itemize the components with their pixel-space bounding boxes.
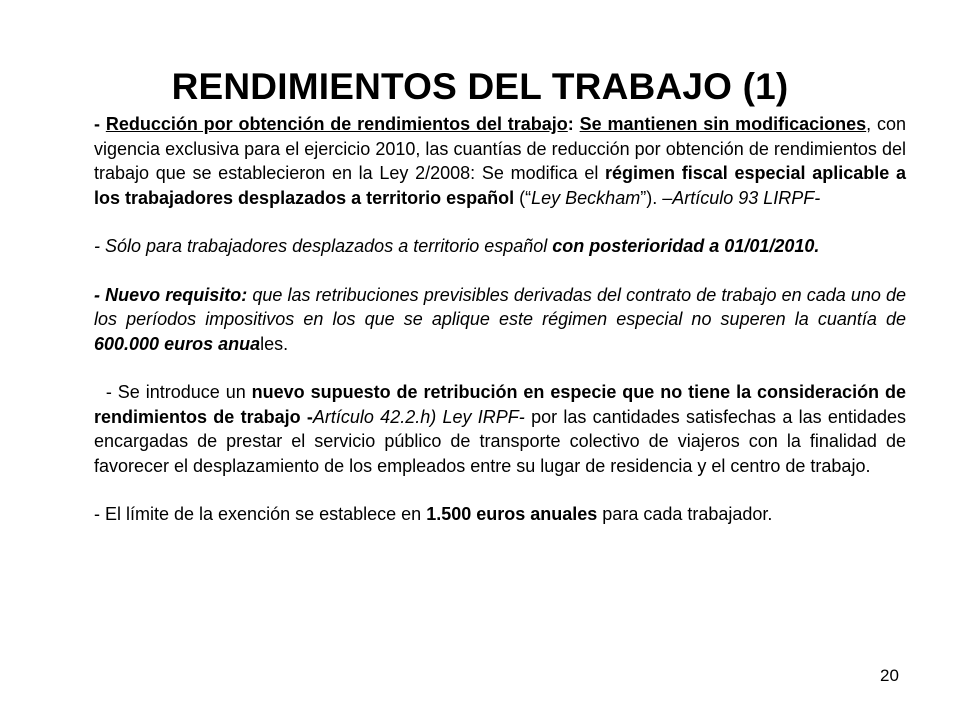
p1-text-1: , con vigencia exclusiva para el ejercicio 2010, las cuantías de reducción por obtención de rendimientos del trabajo que se establecieron en la Ley 2/2008: Se modifica el	[94, 114, 907, 183]
p3-cuantia: 600.000 euros anua	[94, 333, 261, 354]
p1-regimen-fiscal: régimen fiscal especial aplicable a los trabajadores desplazados a territorio español	[94, 163, 906, 208]
p1-text-2: (“	[514, 187, 532, 208]
p2-fecha: con posterioridad a 01/01/2010.	[552, 236, 820, 256]
p3-text-2: les.	[260, 333, 289, 354]
p4-text-1: - Se introduce un	[94, 382, 252, 402]
paragraph-reduccion-rendimientos	[94, 112, 906, 210]
paragraph-limite-exencion	[94, 502, 906, 527]
p1-articulo-reference: Artículo 93 LIRPF-	[672, 187, 821, 208]
p5-text-1: - El límite de la exención se establece en	[94, 504, 427, 524]
slide-title: RENDIMIENTOS DEL TRABAJO (1)	[171, 66, 789, 107]
p1-text-3: ”). –	[640, 187, 673, 208]
paragraph-retribucion-especie	[94, 380, 906, 478]
paragraph-nuevo-requisito	[94, 283, 906, 357]
p3-nuevo-requisito: - Nuevo requisito:	[94, 284, 248, 305]
p1-colon: :	[567, 114, 580, 134]
p4-nuevo-supuesto: nuevo supuesto de retribución en especie que no tiene la consideración de rendimientos de trabajo -	[94, 382, 906, 427]
p1-ley-beckham: Ley Beckham	[531, 187, 641, 208]
p5-text-2: para cada trabajador.	[597, 504, 773, 524]
p1-se-mantienen: Se mantienen sin modificaciones	[579, 114, 867, 134]
p4-text-2: por las cantidades satisfechas a las entidades encargadas de prestar el servicio público de transporte colectivo de viajeros con la finalidad de favorecer el desplazamiento de los empleados entre su lugar de residencia y el centro de trabajo.	[94, 406, 906, 476]
p5-limite: 1.500 euros anuales	[426, 504, 598, 524]
page-number: 20	[880, 666, 899, 685]
slide-body	[94, 112, 906, 527]
p4-articulo-reference: Artículo 42.2.h) Ley IRPF-	[312, 406, 525, 427]
p2-text-1: - Sólo para trabajadores desplazados a territorio español	[94, 236, 553, 256]
p3-text-1: que las retribuciones previsibles derivadas del contrato de trabajo en cada uno de los períodos impositivos en los que se aplique este régimen especial no superen la cuantía de	[94, 284, 906, 329]
p1-dash: -	[94, 114, 106, 134]
p1-reduccion-heading: Reducción por obtención de rendimientos del trabajo	[105, 114, 568, 134]
paragraph-solo-trabajadores	[94, 234, 906, 259]
